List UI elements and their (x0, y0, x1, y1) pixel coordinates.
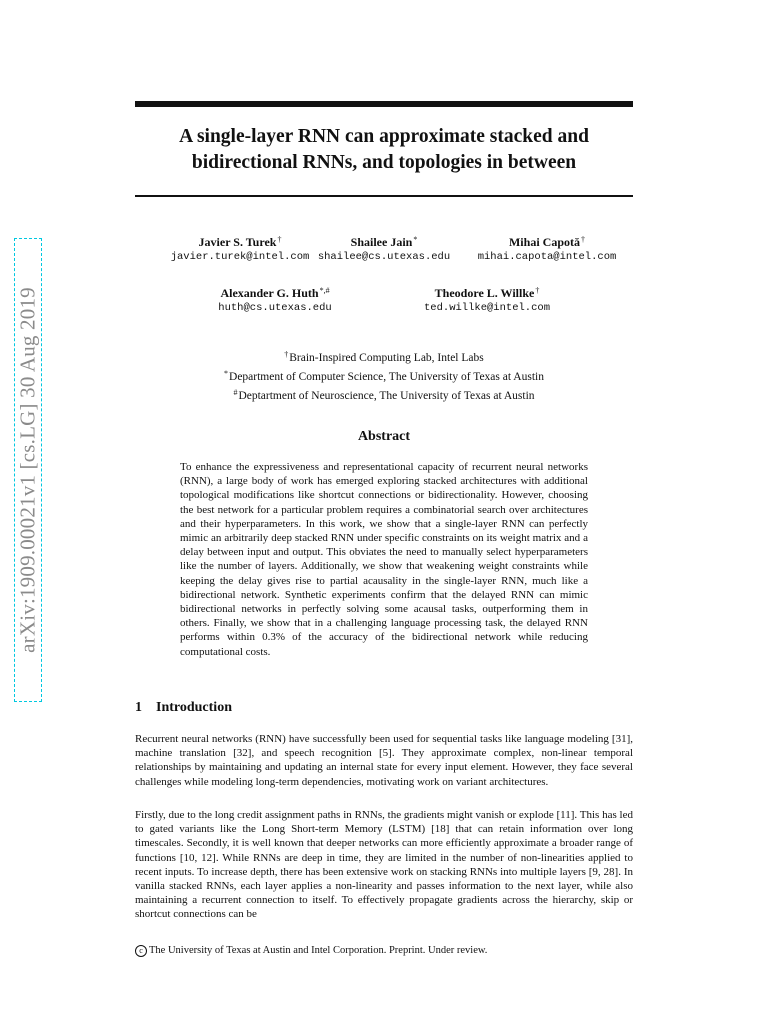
author-block (304, 232, 464, 265)
author-name: Alexander G. Huth (220, 286, 319, 300)
affiliation-mark: † (284, 350, 289, 359)
title-rule-bottom (135, 195, 633, 197)
section-number: 1 (135, 700, 142, 715)
affiliation-text: Department of Computer Science, The University of Texas at Austin (229, 371, 544, 383)
author-block (407, 283, 567, 316)
abstract-heading: Abstract (357, 429, 411, 444)
copyright-text: The University of Texas at Austin and Intel Corporation. Preprint. Under review. (149, 945, 488, 956)
copyright-footer (135, 945, 487, 957)
author-block (160, 232, 320, 265)
affiliations (135, 347, 633, 404)
affiliation-line (135, 385, 633, 404)
section-heading (135, 700, 232, 716)
author-email: javier.turek@intel.com (170, 251, 310, 263)
author-mark: † (535, 286, 540, 295)
affiliation-text: Brain-Inspired Computing Lab, Intel Labs (289, 352, 484, 364)
author-email: huth@cs.utexas.edu (218, 302, 332, 314)
title-rule-top (135, 101, 633, 107)
author-name: Mihai Capotă (508, 235, 580, 249)
author-email: ted.willke@intel.com (423, 302, 551, 314)
author-email: mihai.capota@intel.com (477, 251, 617, 263)
section-title: Introduction (156, 700, 232, 715)
title-line-2: bidirectional RNNs, and topologies in between (191, 152, 577, 173)
author-email: shailee@cs.utexas.edu (317, 251, 451, 263)
intro-paragraph-1: Recurrent neural networks (RNN) have successfully been used for sequential tasks like language modeling [31], machine translation [32], and speech recognition [5]. They approximate complex, non-linear temporal relationships by maintaining and updating an internal state for every input element. However, they face several challenges while modeling long-term dependencies, motivating work on variant architectures. (135, 733, 633, 788)
copyright-symbol: c (135, 945, 147, 957)
author-block (195, 283, 355, 316)
intro-paragraph-2: Firstly, due to the long credit assignment paths in RNNs, the gradients might vanish or explode [11]. This has led to gated variants like the Long Short-term Memory (LSTM) [18] that can retain information over long timescales. Secondly, it is well known that deeper networks can more efficiently approximate a broader range of functions [10, 12]. While RNNs are deep in time, they are limited in the number of non-linearities applied to recent inputs. To increase depth, there has been extensive work on stacking RNNs into multiple layers [9, 28]. In vanilla stacked RNNs, each layer applies a non-linearity and passes information to the next layer, while also maintaining a recurrent connection to itself. To effectively propagate gradients across the hierarchy, skip or shortcut connections can be (135, 809, 633, 921)
affiliation-mark: # (233, 388, 238, 397)
author-name: Javier S. Turek (198, 235, 277, 249)
affiliation-text: Deptartment of Neuroscience, The University of Texas at Austin (238, 390, 535, 402)
abstract-text: To enhance the expressiveness and representational capacity of recurrent neural networks (RNN), a large body of work has emerged exploring stacked architectures with additional topological modifications like shortcut connections or bidirectionality. However, choosing the best network for a particular problem requires a combinatorial search over architectures and their hyperparameters. In this work, we show that a single-layer RNN can perfectly mimic an arbitrarily deep stacked RNN under specific constraints on its weight matrix and a delay between input and output. This obviates the need to manually select hyperparameters like the number of layers. Additionally, we show that weakening weight constraints while keeping the delay gives rise to partial acausality in the single-layer RNN, much like a bidirectional network. Synthetic experiments confirm that the delayed RNN can mimic bidirectional networks in perfectly solving some acausal tasks, outperforming them in others. Finally, we show that in a challenging language processing task, the delayed RNN performs within 0.3% of the accuracy of the bidirectional network while reducing computational costs. (180, 461, 588, 658)
author-mark: † (581, 235, 585, 244)
author-mark: *,# (319, 286, 330, 295)
author-block (467, 232, 627, 265)
title-line-1: A single-layer RNN can approximate stacked and (179, 126, 589, 147)
affiliation-mark: * (224, 369, 229, 378)
author-name: Theodore L. Willke (434, 286, 535, 300)
author-mark: † (277, 235, 282, 244)
author-name: Shailee Jain (350, 235, 413, 249)
author-mark: * (413, 235, 418, 244)
arxiv-stamp[interactable] (14, 238, 42, 702)
affiliation-line (135, 366, 633, 385)
affiliation-line (135, 347, 633, 366)
paper-title (135, 124, 633, 176)
arxiv-identifier: arXiv:1909.00021v1 [cs.LG] 30 Aug 2019 (15, 287, 40, 653)
